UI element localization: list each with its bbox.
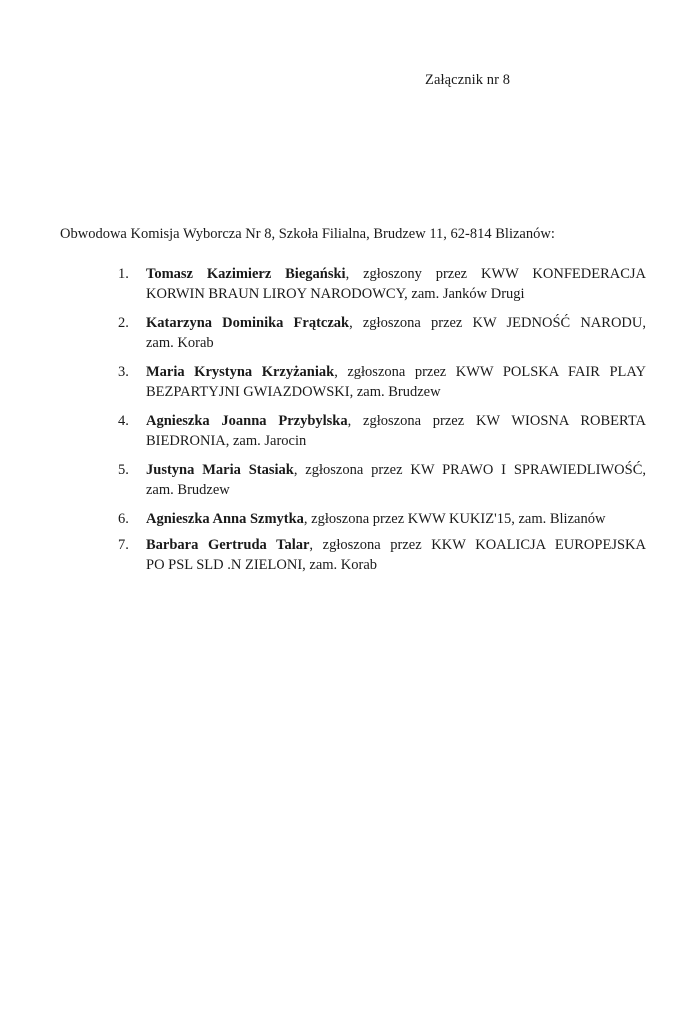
member-line-1	[146, 460, 646, 480]
member-name: Tomasz Kazimierz Biegański	[146, 266, 346, 282]
member-item-7	[108, 535, 646, 575]
member-line-1	[146, 362, 646, 382]
members-list	[108, 264, 646, 584]
member-number: 3.	[118, 364, 129, 380]
member-line-1	[146, 264, 646, 284]
member-line-2: zam. Brudzew	[146, 482, 230, 498]
member-line-2: BEZPARTYJNI GWIAZDOWSKI, zam. Brudzew	[146, 384, 441, 400]
member-nomination: , zgłoszony przez KWW KONFEDERACJA	[345, 266, 647, 282]
member-name: Justyna Maria Stasiak	[146, 462, 294, 478]
member-item-6	[108, 509, 646, 529]
member-line-2: PO PSL SLD .N ZIELONI, zam. Korab	[146, 557, 378, 573]
member-name: Katarzyna Dominika Frątczak	[146, 315, 350, 331]
member-line-2: zam. Korab	[146, 335, 214, 351]
member-nomination: , zgłoszona przez KW JEDNOŚĆ NARODU,	[349, 315, 646, 331]
member-number: 7.	[118, 537, 129, 553]
member-item-2	[108, 313, 646, 353]
member-nomination: , zgłoszona przez KWW KUKIZ'15, zam. Blizanów	[303, 511, 606, 527]
member-nomination: , zgłoszona przez KW PRAWO I SPRAWIEDLIWOŚĆ,	[293, 462, 646, 478]
member-line-1	[146, 313, 646, 333]
member-nomination: , zgłoszona przez KKW KOALICJA EUROPEJSKA	[309, 537, 646, 553]
member-line-2: BIEDRONIA, zam. Jarocin	[146, 433, 307, 449]
commission-heading: Obwodowa Komisja Wyborcza Nr 8, Szkoła Filialna, Brudzew 11, 62-814 Blizanów:	[60, 226, 555, 242]
member-item-3	[108, 362, 646, 402]
member-item-5	[108, 460, 646, 500]
member-item-4	[108, 411, 646, 451]
member-line-1	[146, 411, 646, 431]
member-line-1	[146, 535, 646, 555]
member-number: 4.	[118, 413, 129, 429]
member-item-1	[108, 264, 646, 304]
member-number: 2.	[118, 315, 129, 331]
member-name: Agnieszka Anna Szmytka	[146, 511, 304, 527]
member-name: Maria Krystyna Krzyżaniak	[146, 364, 335, 380]
member-line-2: KORWIN BRAUN LIROY NARODOWCY, zam. Janków Drugi	[146, 286, 525, 302]
member-line-1	[146, 509, 646, 529]
member-number: 6.	[118, 511, 129, 527]
member-number: 1.	[118, 266, 129, 282]
member-nomination: , zgłoszona przez KW WIOSNA ROBERTA	[347, 413, 646, 429]
attachment-label: Załącznik nr 8	[425, 72, 511, 88]
member-name: Barbara Gertruda Talar	[146, 537, 310, 553]
member-number: 5.	[118, 462, 129, 478]
member-name: Agnieszka Joanna Przybylska	[146, 413, 348, 429]
member-nomination: , zgłoszona przez KWW POLSKA FAIR PLAY	[334, 364, 646, 380]
